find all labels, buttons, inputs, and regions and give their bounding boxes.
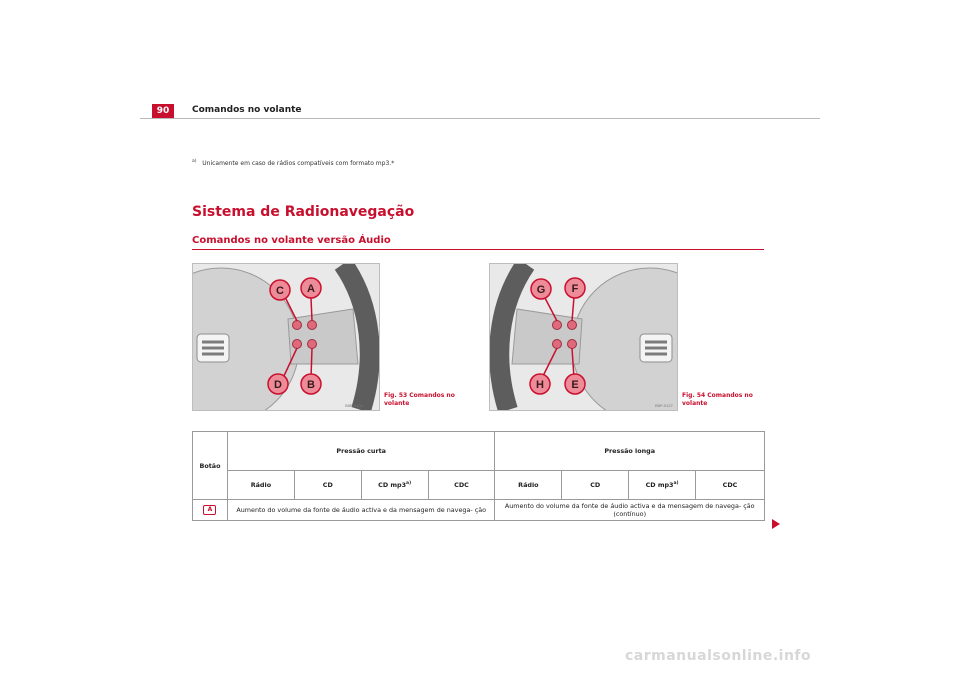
table-row	[193, 500, 765, 521]
label-c: C	[276, 285, 284, 297]
col-cdc-short: CDC	[428, 471, 495, 500]
long-press-description: Aumento do volume da fonte de áudio activa e da mensagem de navega- ção (contínuo)	[495, 500, 765, 521]
button-cell	[193, 500, 228, 521]
col-button-header: Botão	[193, 432, 228, 500]
watermark: carmanualsonline.info	[625, 648, 812, 664]
short-press-description: Aumento do volume da fonte de áudio activa e da mensagem de navega- ção	[227, 500, 494, 521]
header-rule	[140, 118, 820, 119]
figure-code: B5P-0127	[655, 403, 673, 408]
label-e: E	[571, 379, 579, 391]
steering-wheel-illustration-54	[490, 264, 677, 410]
figure-54-caption: Fig. 54 Comandos no volante	[682, 392, 753, 407]
label-b: B	[307, 379, 315, 391]
subsection-rule	[192, 249, 764, 250]
continue-arrow-icon[interactable]	[772, 519, 780, 529]
controls-table	[192, 431, 765, 521]
col-cdmp3-short	[361, 471, 428, 500]
label-f: F	[571, 283, 579, 295]
label-g: G	[536, 284, 546, 296]
subsection-title: Comandos no volante versão Áudio	[192, 235, 391, 246]
col-cd-long: CD	[562, 471, 629, 500]
col-cdmp3-label: CD mp3	[645, 481, 674, 490]
figure-code: B5P-0126	[345, 403, 363, 408]
label-h: H	[536, 379, 544, 391]
col-cdmp3-label: CD mp3	[378, 481, 407, 490]
figure-53-caption: Fig. 53 Comandos no volante	[384, 392, 455, 407]
figure-54	[489, 263, 678, 411]
label-a: A	[307, 283, 315, 295]
group-short-press: Pressão curta	[227, 432, 494, 471]
page-number: 90	[152, 104, 174, 118]
col-cdmp3-long	[629, 471, 696, 500]
col-radio-short: Rádio	[227, 471, 294, 500]
section-title: Sistema de Radionavegação	[192, 204, 415, 220]
footnote-text: Unicamente em caso de rádios compatíveis com formato mp3.*	[202, 160, 395, 167]
footnote-marker: a)	[192, 159, 197, 164]
footnote	[192, 159, 394, 167]
col-cdmp3-note: a)	[406, 480, 412, 486]
col-radio-long: Rádio	[495, 471, 562, 500]
running-title: Comandos no volante	[192, 105, 302, 115]
group-long-press: Pressão longa	[495, 432, 765, 471]
label-d: D	[274, 379, 282, 391]
col-cdc-long: CDC	[696, 471, 765, 500]
figure-53	[192, 263, 380, 411]
button-a-badge: A	[203, 505, 216, 515]
col-cd-short: CD	[294, 471, 361, 500]
steering-wheel-illustration-53	[193, 264, 379, 410]
col-cdmp3-note: a)	[673, 480, 679, 486]
